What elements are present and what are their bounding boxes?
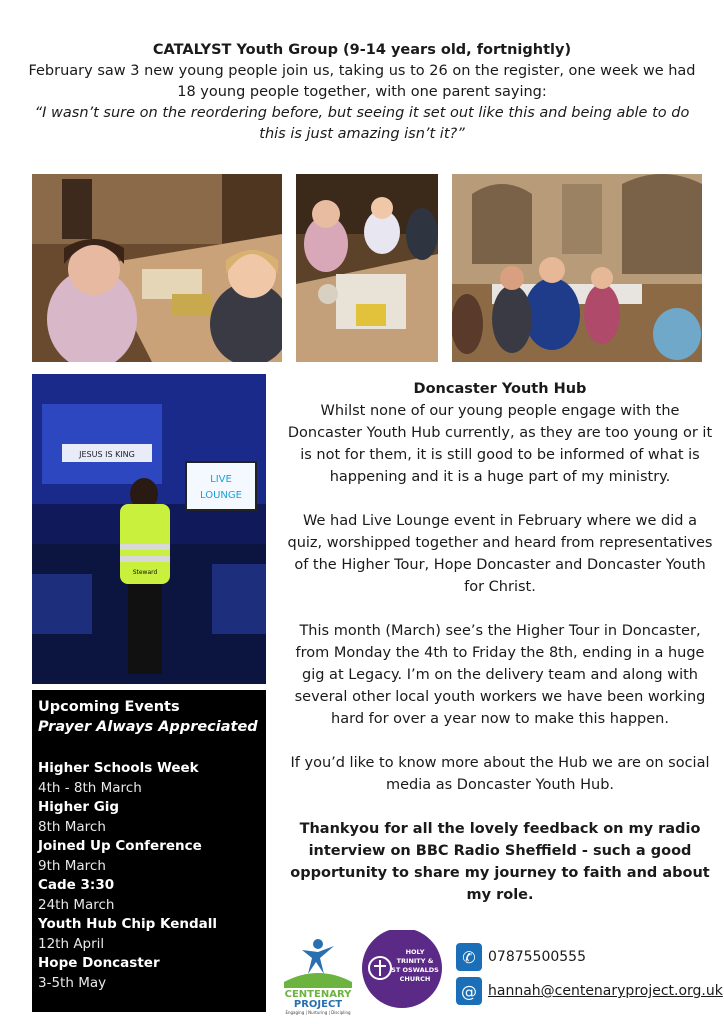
vest-text: Steward [132,569,158,576]
sign-text: JESUS IS KING [79,450,135,459]
upcoming-events-panel [32,690,266,1012]
event-name: Higher Schools Week [38,760,199,776]
event-name: Joined Up Conference [38,838,202,854]
event-name: Youth Hub Chip Kendall [38,916,217,932]
event-date: 24th March [38,896,115,913]
centenary-tagline: Engaging | Nurturing | Discipling [285,1010,351,1015]
intro-body: February saw 3 new young people join us, taking us to 26 on the register, one week we had 18 young people together, with one parent saying: [28,63,696,100]
event-item [38,876,260,915]
photo-craft-activity [296,174,438,362]
event-name: Higher Gig [38,799,120,815]
centenary-line1: CENTENARY [284,989,352,1000]
intro-title: CATALYST Youth Group (9-14 years old, fortnightly) [152,42,572,58]
hub-paragraph-4: If you’d like to know more about the Hub we are on social media as Doncaster Youth Hub. [290,755,710,793]
youth-hub-section [284,378,716,928]
event-item [38,759,260,798]
email-row [456,976,723,1006]
phone-number[interactable]: 07875500555 [488,949,586,965]
event-item [38,837,260,876]
events-title: Upcoming Events [38,699,180,715]
event-date: 4th - 8th March [38,779,142,796]
intro-section [20,40,704,145]
centenary-line2: PROJECT [293,999,343,1010]
contact-info [456,942,723,1010]
email-link[interactable]: hannah@centenaryproject.org.uk [488,983,723,999]
hub-paragraph-2: We had Live Lounge event in February where we did a quiz, worshipped together and heard from representatives of the Higher Tour, Hope Doncaster and Doncaster Youth for Christ. [287,513,713,595]
intro-quote: “I wasn’t sure on the reordering before, but seeing it set out like this and being able to do this is just amazing isn’t it?” [34,105,690,142]
event-item [38,915,260,954]
screen-text-lounge: LOUNGE [200,490,242,501]
phone-row [456,942,723,972]
church-line3: ST OSWALDS [391,966,439,974]
hub-heading: Doncaster Youth Hub [413,381,587,397]
photo-church-hall [452,174,702,362]
hub-paragraph-3: This month (March) see’s the Higher Tour in Doncaster, from Monday the 4th to Friday the 8th, ending in a huge gig at Legacy. I’m on the delivery team and along with several other local youth workers we have been working hard for over a year now to make this happen. [294,623,706,727]
events-subtitle: Prayer Always Appreciated [38,718,258,735]
photo-youth-table [32,174,282,362]
hub-paragraph-1: Whilst none of our young people engage with the Doncaster Youth Hub currently, as they are too young or it is not for them, it is still good to be informed of what is happening and it is a huge part of my ministry. [287,403,713,485]
event-name: Cade 3:30 [38,877,115,893]
hub-thanks: Thankyou for all the lovely feedback on my radio interview on BBC Radio Sheffield - such a good opportunity to share my journey to faith and about my role. [290,821,710,903]
event-date: 9th March [38,857,106,874]
event-date: 8th March [38,818,106,835]
church-line4: CHURCH [399,975,431,983]
screen-text-live: LIVE [210,474,232,485]
event-date: 3-5th May [38,974,107,991]
centenary-project-logo [284,939,352,1015]
event-name: Hope Doncaster [38,955,160,971]
event-item [38,798,260,837]
logos-area [280,930,452,1020]
event-date: 12th April [38,935,105,952]
at-icon: @ [456,977,482,1005]
church-line2: TRINITY & [396,957,434,965]
church-line1: HOLY [405,948,425,956]
photo-live-lounge [32,374,266,684]
event-item [38,954,260,993]
church-logo [362,930,442,1008]
phone-icon: ✆ [456,943,482,971]
